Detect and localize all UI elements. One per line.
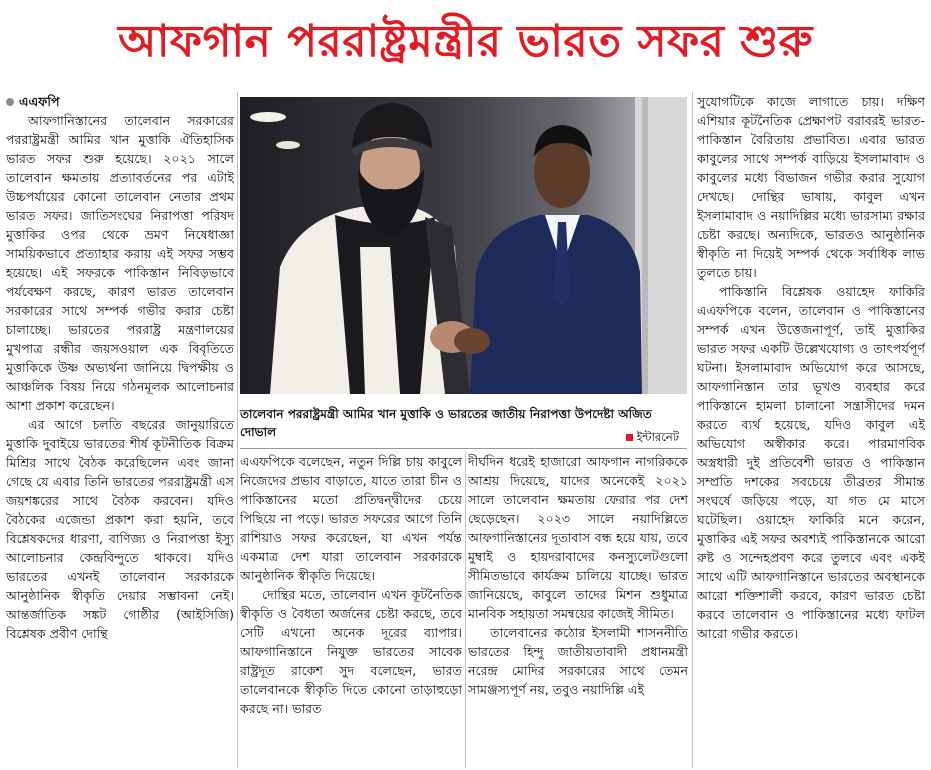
article-column-4 [697, 92, 925, 768]
red-square-icon [626, 434, 633, 441]
paragraph: পাকিস্তানি বিশ্লেষক ওয়াহেদ ফাকিরি এএফপিকে বলেন, তালেবান ও পাকিস্তানের সম্পর্ক এখন উত্তেজনাপূর্ণ, তাই মুত্তাকির ভারত সফর একটি উল্লেখযোগ্য ও তাৎপর্যপূর্ণ ঘটনা। ইসলামাবাদ অভিযোগ করে আসছে, আফগানিস্তান তার ভূখণ্ড ব্যবহার করে পাকিস্তানে হামলা চালানো সন্ত্রাসীদের দমন করতে ব্যর্থ হয়েছে, যদিও কাবুল এই অভিযোগ অস্বীকার করে। পারমাণবিক অস্ত্রধারী দুই প্রতিবেশী ভারত ও পাকিস্তান সম্প্রতি দশকের সবচেয়ে তীব্রতর সীমান্ত সংঘর্ষে জড়িয়ে পড়ে, যা গত মে মাসে ঘটেছিল। ওয়াহেদ ফাকিরি মনে করেন, মুত্তাকির এই সফর অবশ্যই পাকিস্তানকে আরো রুষ্ট ও সন্দেহপ্রবণ করে তুলবে এবং একই সাথে এটি আফগানিস্তানে ভারতের অবস্থানকে আরো শক্তিশালী করবে, কারণ ভারত চেষ্টা করবে তালেবান ও পাকিস্তানের মধ্যে ফাটল আরো গভীর করতে। [697, 284, 925, 641]
article-column-2 [240, 452, 462, 768]
photo-credit [620, 428, 679, 446]
column-divider [237, 92, 238, 768]
byline [6, 92, 234, 111]
photo-caption [240, 405, 687, 449]
byline-text: এএফপি [19, 94, 60, 109]
headline: আফগান পররাষ্ট্রমন্ত্রীর ভারত সফর শুরু [118, 15, 813, 67]
bullet-dot-icon [6, 98, 14, 106]
credit-text: ইন্টারনেট [636, 430, 679, 444]
paragraph: এএফপিকে বলেছেন, নতুন দিল্লি চায় কাবুলে নিজেদের প্রভাব বাড়াতে, যাতে তারা চীন ও পাকিস্তানের মতো প্রতিদ্বন্দ্বীদের চেয়ে পিছিয়ে না পড়ে। ভারত সফরের আগে তিনি রাশিয়াও সফর করেছেন, যা এখন পর্যন্ত একমাত্র দেশ যারা তালেবান সরকারকে আনুষ্ঠানিক স্বীকৃতি দিয়েছে। [240, 454, 462, 583]
paragraph: সুযোগটিকে কাজে লাগাতে চায়। দক্ষিণ এশিয়ার কূটনৈতিক প্রেক্ষাপট বরাবরই ভারত-পাকিস্তান বৈরিতায় প্রভাবিত। এবার ভারত কাবুলের সাথে সম্পর্ক বাড়িয়ে ইসলামাবাদ ও কাবুলের মধ্যে বিভাজন গভীর করার সুযোগ দেখছে। দোন্থির ভাষায়, কাবুল এখন ইসলামাবাদ ও নয়াদিল্লির মধ্যে ভারসাম্য রক্ষার চেষ্টা করছে। অন্যদিকে, ভারতও আনুষ্ঠানিক স্বীকৃতি না দিয়েই সম্পর্ক থেকে সর্বাধিক লাভ তুলতে চায়। [697, 94, 925, 280]
handshake-photo-illustration [240, 97, 687, 394]
caption-text: তালেবান পররাষ্ট্রমন্ত্রী আমির খান মুত্তাকি ও ভারতের জাতীয় নিরাপত্তা উপদেষ্টা অজিত দোভাল [240, 407, 652, 439]
article-column-1 [6, 92, 234, 768]
column-divider [692, 92, 693, 768]
paragraph: আফগানিস্তানের তালেবান সরকারের পররাষ্ট্রমন্ত্রী আমির খান মুত্তাকি ঐতিহাসিক ভারত সফর শুরু হয়েছে। ২০২১ সালে তালেবান ক্ষমতায় প্রত্যাবর্তনের পর এটাই উচ্চপর্যায়ের কোনো তালেবান নেতার প্রথম ভারত সফর। জাতিসংঘের নিরাপত্তা পরিষদ মুত্তাকির ওপর থেকে ভ্রমণ নিষেধাজ্ঞা সাময়িকভাবে প্রত্যাহার করায় এই সফর সম্ভব হয়েছে। এই সফরকে পাকিস্তান নিবিড়ভাবে পর্যবেক্ষণ করছে, কারণ ভারত তালেবান সরকারের সাথে সম্পর্ক গভীর করার চেষ্টা চালাচ্ছে। ভারতের পররাষ্ট্র মন্ত্রণালয়ের মুখপাত্র রন্ধীর জয়সওয়াল এক বিবৃতিতে মুত্তাকিকে উষ্ণ অভ্যর্থনা জানিয়ে দ্বিপক্ষীয় ও আঞ্চলিক বিষয় নিয়ে গঠনমূলক আলোচনার আশা প্রকাশ করেছেন। [6, 113, 234, 413]
article-column-3 [468, 452, 688, 768]
paragraph: দোন্থির মতে, তালেবান এখন কূটনৈতিক স্বীকৃতি ও বৈধতা অর্জনের চেষ্টা করছে, তবে সেটি এখনো অনেক দূরের ব্যাপার। আফগানিস্তানে নিযুক্ত ভারতের সাবেক রাষ্ট্রদূত রাকেশ সুদ বলেছেন, ভারত তালেবানকে স্বীকৃতি দিতে কোনো তাড়াহুড়ো করছে না। ভারত [240, 587, 462, 716]
paragraph: দীর্ঘদিন ধরেই হাজারো আফগান নাগরিককে আশ্রয় দিয়েছে, যাদের অনেকেই ২০২১ সালে তালেবান ক্ষমতায় ফেরার পর দেশ ছেড়েছেন। ২০২৩ সালে নয়াদিল্লিতে আফগানিস্তানের দূতাবাস বন্ধ হয়ে যায়, তবে মুম্বাই ও হায়দরাবাদের কনস্যুলেটগুলো সীমিতভাবে কার্যক্রম চালিয়ে যাচ্ছে। ভারত জানিয়েছে, কাবুলে তাদের মিশন শুধুমাত্র মানবিক সহায়তা সমন্বয়ের কাজেই সীমিত। [468, 454, 688, 621]
paragraph: এর আগে চলতি বছরের জানুয়ারিতে মুত্তাকি দুবাইয়ে ভারতের শীর্ষ কূটনীতিক বিক্রম মিশ্রির সাথে বৈঠক করেছিলেন এবং জানা গেছে যে এবার তিনি ভারতের পররাষ্ট্রমন্ত্রী এস জয়শঙ্করের সাথে বৈঠক করবেন। যদিও বৈঠকের এজেন্ডা প্রকাশ করা হয়নি, তবে বিশ্লেষকদের ধারণা, বাণিজ্য ও নিরাপত্তা ইস্যু আলোচনার কেন্দ্রবিন্দুতে থাকবে। যদিও ভারতের এখনই তালেবান সরকারকে আনুষ্ঠানিক স্বীকৃতি দেয়ার সম্ভাবনা নেই। আন্তর্জাতিক সঙ্কট গোষ্ঠীর (আইসিজি) বিশ্লেষক প্রবীণ দোন্থি [6, 417, 234, 641]
news-photo [240, 97, 687, 394]
column-divider [465, 452, 466, 768]
paragraph: তালেবানের কঠোর ইসলামী শাসননীতি ভারতের হিন্দু জাতীয়তাবাদী প্রধানমন্ত্রী নরেন্দ্র মোদির সরকারের সাথে তেমন সামঞ্জস্যপূর্ণ নয়, তবুও নয়াদিল্লি এই [468, 625, 688, 697]
